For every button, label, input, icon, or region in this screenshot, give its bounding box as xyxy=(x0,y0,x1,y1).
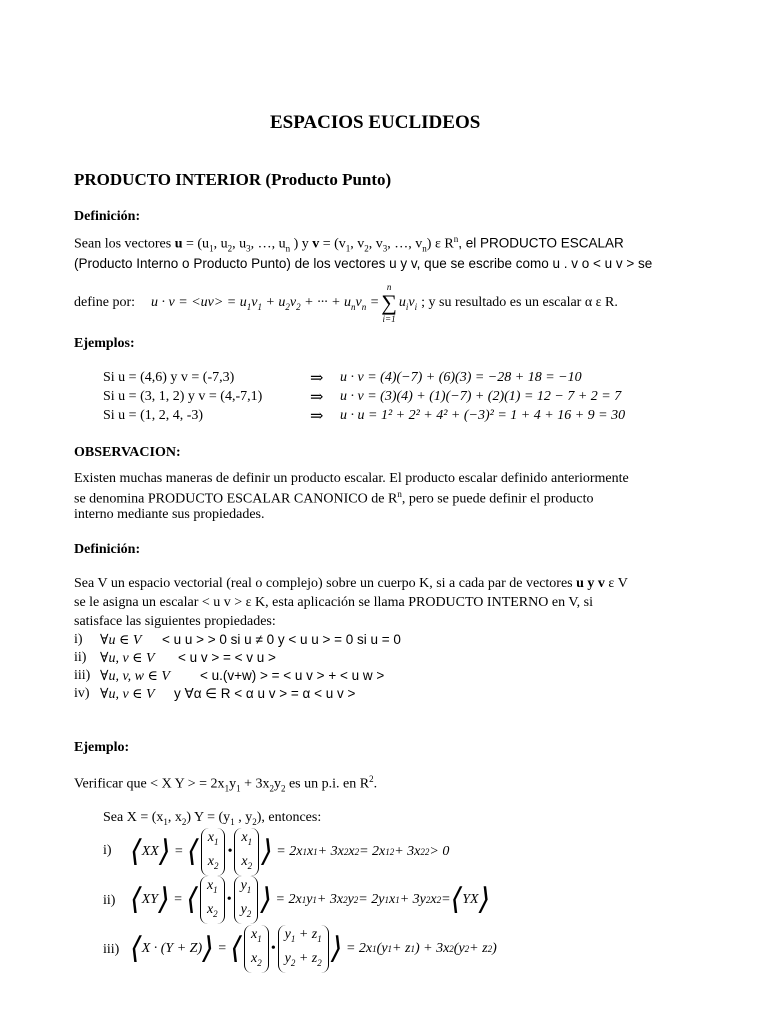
definition2-line-1: Sea V un espacio vectorial (real o complejo) sobre un cuerpo K, si a cada par de vectores u y v ε V xyxy=(74,576,628,591)
property-text: < u u > > 0 si u ≠ 0 y < u u > = 0 si u = 0 xyxy=(162,632,401,647)
item-number: iii) xyxy=(103,942,120,957)
observation-line-3: interno mediante sus propiedades. xyxy=(74,507,265,522)
property-text: < u.(v+w) > = < u v > + < u w > xyxy=(200,668,385,683)
observation-line-1: Existen muchas maneras de definir un producto escalar. El producto escalar definido anteriormente xyxy=(74,471,629,486)
property-text: < u v > = < v u > xyxy=(178,650,276,665)
example-row: Si u = (1, 2, 4, -3) xyxy=(103,408,204,423)
property-quantifier: ∀u ∈ V xyxy=(100,633,142,648)
example-row: Si u = (4,6) y v = (-7,3) xyxy=(103,370,235,385)
item-number: ii) xyxy=(103,893,116,908)
example-result: u · u = 1² + 2² + 4² + (−3)² = 1 + 4 + 16 + 9 = 30 xyxy=(340,408,626,423)
property-number: ii) xyxy=(74,650,87,665)
observation-label: OBSERVACION: xyxy=(74,445,181,460)
property-text: y ∀α ∈ R < α u v > = α < u v > xyxy=(174,686,356,701)
property-quantifier: ∀u, v ∈ V xyxy=(100,687,155,702)
example-row: Si u = (3, 1, 2) y v = (4,-7,1) xyxy=(103,389,263,404)
implies-arrow: ⇒ xyxy=(310,370,324,387)
property-number: iii) xyxy=(74,668,91,683)
property-i-formula: ⟨ XX ⟩ = ⟨ $x_1$ $x_2$ • $x_1$ $x_2$ ⟩ = 2x 1 x 1 + 3x 2 x 2 = 2x 1 2 + 3x 2 2 > 0 xyxy=(130,828,449,876)
verify-line: Verificar que < X Y > = $2x_1y_1 + 3x_2y_2$ es un p.i. en $R^2$. xyxy=(74,774,378,794)
definition-label-2: Definición: xyxy=(74,542,141,557)
sea-line: Sea $X = (x_1$, $x_2$) $Y = (y_1$ , $y_2$), entonces: xyxy=(103,810,322,827)
implies-arrow: ⇒ xyxy=(310,408,324,425)
example-result: u · v = (4)(−7) + (6)(3) = −28 + 18 = −10 xyxy=(340,370,582,385)
definition-line-3: define por: $u \cdot v = <uv> = u_1v_1 + u_2v_2$ + ··· + $u_nv_n$ = n ∑ i=1 $u_iv_i$ ; y su resultado es un escalar α ε R. xyxy=(74,282,618,324)
implies-arrow: ⇒ xyxy=(310,389,324,406)
property-number: i) xyxy=(74,632,83,647)
definition-line-2: (Producto Interno o Producto Punto) de los vectores u y v, que se escribe como u . v o < u v > se xyxy=(74,256,653,271)
property-quantifier: ∀u, v, w ∈ V xyxy=(100,669,170,684)
definition-label: Definición: xyxy=(74,209,141,224)
definition-line-1: Sean los vectores $u = (u_1$, $u_2$, $u_3$, …, $u_n$ ) y $v = (v_1$, $v_2$, $v_3$, …, $v_n$) ε $R^n$, el PRODUCTO ESCALAR xyxy=(74,234,624,254)
section-heading-producto-interior: PRODUCTO INTERIOR (Producto Punto) xyxy=(74,170,392,189)
definition2-line-3: satisface las siguientes propiedades: xyxy=(74,614,276,629)
property-quantifier: ∀u, v ∈ V xyxy=(100,651,155,666)
example-label: Ejemplo: xyxy=(74,740,130,755)
page-title: ESPACIOS EUCLIDEOS xyxy=(270,112,481,133)
property-ii-formula: ⟨ XY ⟩ = ⟨ $x_1$ $x_2$ • $y_1$ $y_2$ ⟩ = 2x 1 y 1 + 3x 2 y 2 = 2y 1 x 1 + 3y 2 x 2 = ⟨ YX ⟩ xyxy=(130,876,490,924)
summation-symbol: n ∑ i=1 xyxy=(381,282,397,324)
example-result: u · v = (3)(4) + (1)(−7) + (2)(1) = 12 − 7 + 2 = 7 xyxy=(340,389,622,404)
examples-label: Ejemplos: xyxy=(74,336,135,351)
observation-line-2: se denomina PRODUCTO ESCALAR CANONICO de $R^n$, pero se puede definir el producto xyxy=(74,489,594,507)
definition2-line-2: se le asigna un escalar < u v > ε K, esta aplicación se llama PRODUCTO INTERNO en V, si xyxy=(74,595,593,610)
item-number: i) xyxy=(103,843,112,858)
dot-product-formula: $u \cdot v = <uv> = u_1v_1 + u_2v_2$ + ··· + $u_nv_n$ = xyxy=(151,294,380,312)
property-iii-formula: ⟨ X · (Y + Z) ⟩ = ⟨ $x_1$ $x_2$ • $y_1 + z_1$ $y_2 + z_2$ ⟩ = 2x 1 (y 1 + z 1 ) + 3x 2 (y 2 + z 2 ) xyxy=(130,924,497,974)
property-number: iv) xyxy=(74,686,90,701)
